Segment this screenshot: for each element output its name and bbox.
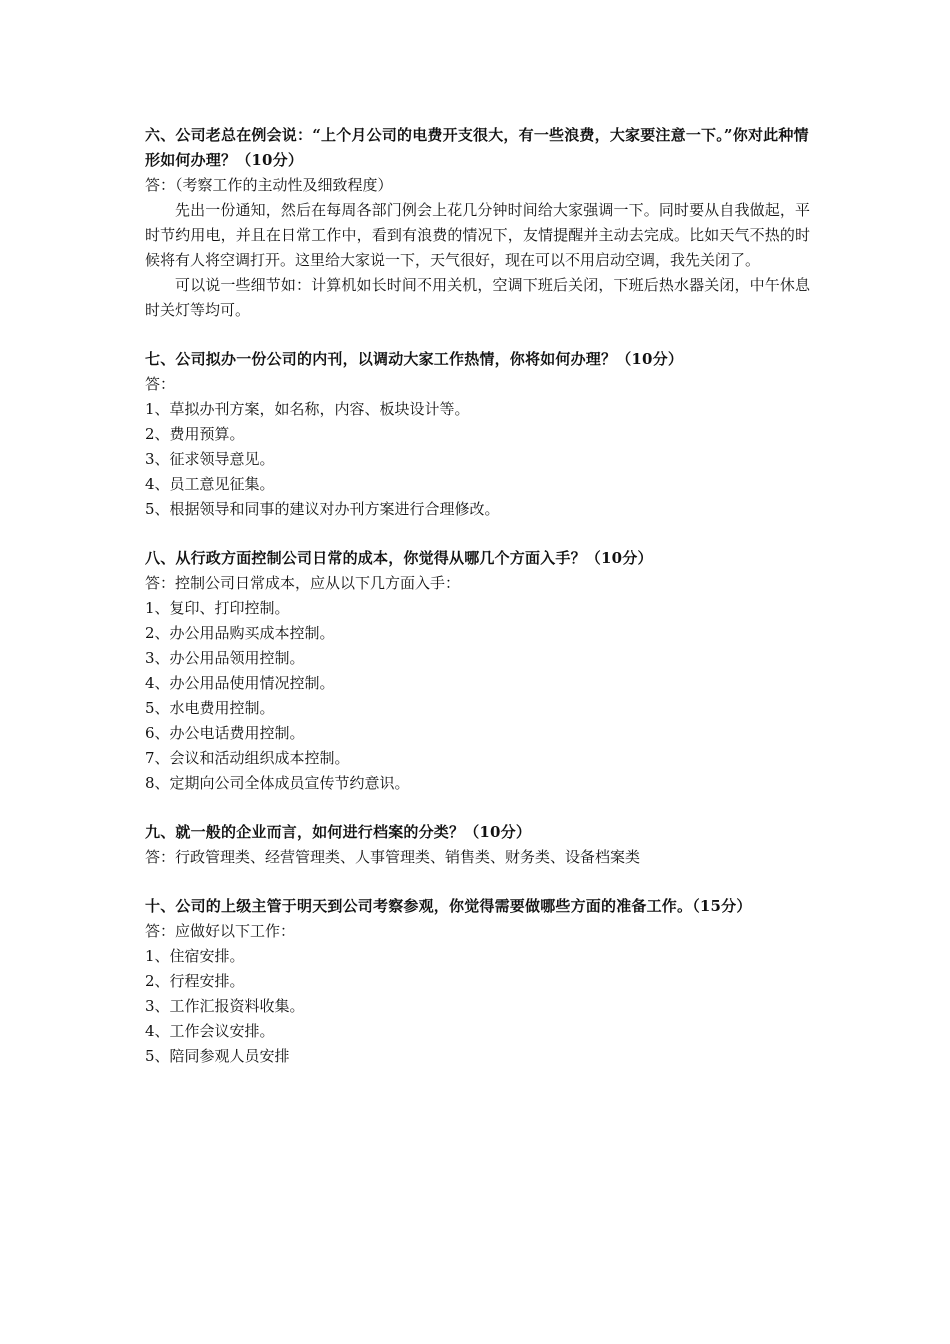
- question-title: 八、从行政方面控制公司日常的成本，你觉得从哪几个方面入手？（10分）: [145, 549, 653, 567]
- list-item: 3、征求领导意见。: [145, 450, 275, 468]
- list-item: 4、办公用品使用情况控制。: [145, 674, 335, 692]
- list-item: 4、工作会议安排。: [145, 1022, 275, 1040]
- question-6: [145, 123, 810, 323]
- answer-intro: 答：: [145, 375, 176, 393]
- document-page: [145, 123, 810, 1093]
- question-10: [145, 894, 810, 1069]
- question-title: 九、就一般的企业而言，如何进行档案的分类？（10分）: [145, 823, 532, 841]
- list-item: 2、费用预算。: [145, 425, 245, 443]
- list-item: 5、陪同参观人员安排: [145, 1047, 290, 1065]
- list-item: 1、住宿安排。: [145, 947, 245, 965]
- list-item: 7、会议和活动组织成本控制。: [145, 749, 350, 767]
- list-item: 2、办公用品购买成本控制。: [145, 624, 335, 642]
- list-item: 3、办公用品领用控制。: [145, 649, 305, 667]
- list-item: 5、水电费用控制。: [145, 699, 275, 717]
- answer-intro: 答：（考察工作的主动性及细致程度）: [145, 176, 393, 194]
- answer-intro: 答：应做好以下工作：: [145, 922, 296, 940]
- list-item: 5、根据领导和同事的建议对办刊方案进行合理修改。: [145, 500, 500, 518]
- list-item: 2、行程安排。: [145, 972, 245, 990]
- list-item: 3、工作汇报资料收集。: [145, 997, 305, 1015]
- answer-intro: 答：行政管理类、经营管理类、人事管理类、销售类、财务类、设备档案类: [145, 848, 641, 866]
- question-title: 六、公司老总在例会说：“上个月公司的电费开支很大，有一些浪费，大家要注意一下。”你对此种情形如何办理？（10分）: [145, 126, 809, 169]
- list-item: 4、员工意见征集。: [145, 475, 275, 493]
- answer-paragraph: 先出一份通知，然后在每周各部门例会上花几分钟时间给大家强调一下。同时要从自我做起，平时节约用电，并且在日常工作中，看到有浪费的情况下，友情提醒并主动去完成。比如天气不热的时候将有人将空调打开。这里给大家说一下，天气很好，现在可以不用启动空调，我先关闭了。: [145, 201, 810, 269]
- question-7: [145, 347, 810, 522]
- question-8: [145, 546, 810, 796]
- answer-intro: 答：控制公司日常成本，应从以下几方面入手：: [145, 574, 461, 592]
- list-item: 6、办公电话费用控制。: [145, 724, 305, 742]
- list-item: 1、草拟办刊方案，如名称，内容、板块设计等。: [145, 400, 470, 418]
- question-title: 七、公司拟办一份公司的内刊，以调动大家工作热情，你将如何办理？（10分）: [145, 350, 684, 368]
- question-title: 十、公司的上级主管于明天到公司考察参观，你觉得需要做哪些方面的准备工作。（15分）: [145, 897, 752, 915]
- answer-paragraph: 可以说一些细节如：计算机如长时间不用关机，空调下班后关闭，下班后热水器关闭，中午休息时关灯等均可。: [145, 276, 810, 319]
- list-item: 1、复印、打印控制。: [145, 599, 290, 617]
- question-9: [145, 820, 810, 870]
- list-item: 8、定期向公司全体成员宣传节约意识。: [145, 774, 410, 792]
